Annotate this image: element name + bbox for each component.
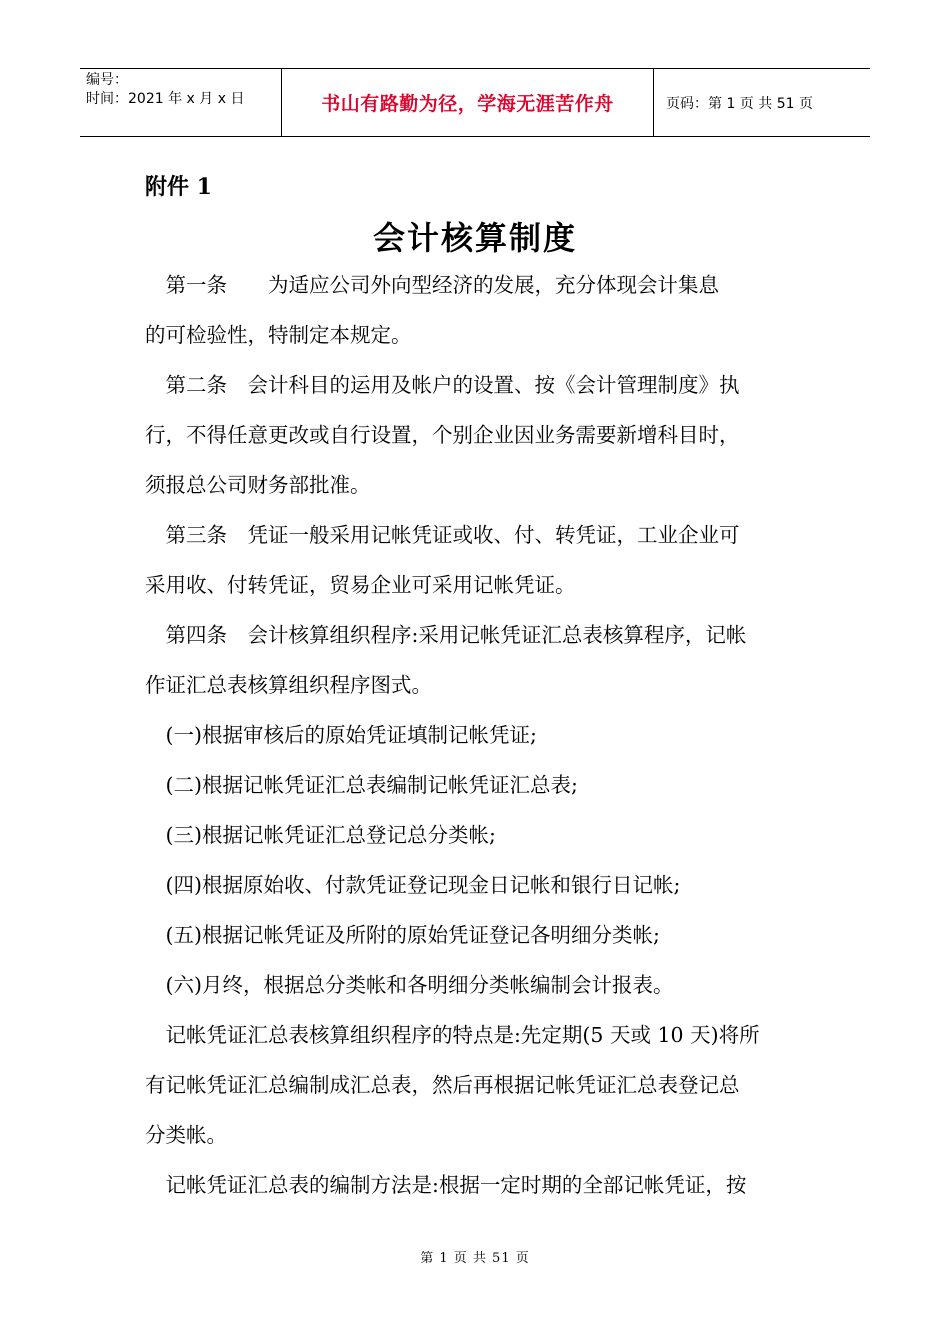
- document-date-label: 时间：2021 年 x 月 x 日: [86, 91, 245, 107]
- article-2-line-1: 第二条 会计科目的运用及帐户的设置、按《会计管理制度》执: [145, 373, 740, 397]
- procedure-item-2: (二)根据记帐凭证汇总表编制记帐凭证汇总表;: [145, 773, 578, 797]
- article-4-line-1: 第四条 会计核算组织程序:采用记帐凭证汇总表核算程序，记帐: [145, 623, 747, 647]
- feature-paragraph-line-1: 记帐凭证汇总表核算组织程序的特点是:先定期(5 天或 10 天)将所: [145, 1023, 760, 1047]
- attachment-label: 附件 1: [145, 174, 212, 200]
- header-motto-cell: [282, 69, 654, 136]
- method-paragraph-line-1: 记帐凭证汇总表的编制方法是:根据一定时期的全部记帐凭证，按: [145, 1173, 747, 1197]
- page-header: [80, 68, 870, 137]
- header-page-info: 页码：第 1 页 共 51 页: [666, 95, 813, 112]
- header-meta-cell: [80, 69, 282, 136]
- document-body: [145, 260, 810, 1210]
- feature-paragraph-line-3: 分类帐。: [145, 1123, 227, 1147]
- procedure-item-5: (五)根据记帐凭证及所附的原始凭证登记各明细分类帐;: [145, 923, 660, 947]
- article-4-line-2: 作证汇总表核算组织程序图式。: [145, 673, 432, 697]
- feature-paragraph-line-2: 有记帐凭证汇总编制成汇总表，然后再根据记帐凭证汇总表登记总: [145, 1073, 740, 1097]
- article-2-line-3: 须报总公司财务部批准。: [145, 473, 371, 497]
- procedure-item-3: (三)根据记帐凭证汇总登记总分类帐;: [145, 823, 496, 847]
- page-footer: 第 1 页 共 51 页: [420, 1251, 530, 1266]
- article-3-line-2: 采用收、付转凭证，贸易企业可采用记帐凭证。: [145, 573, 576, 597]
- article-2-line-2: 行，不得任意更改或自行设置，个别企业因业务需要新增科目时，: [145, 423, 740, 447]
- header-page-cell: [654, 69, 870, 136]
- document-number-label: 编号：: [86, 72, 128, 88]
- header-motto: 书山有路勤为径，学海无涯苦作舟: [321, 93, 614, 115]
- procedure-item-6: (六)月终，根据总分类帐和各明细分类帐编制会计报表。: [145, 973, 674, 997]
- article-1-line-2: 的可检验性，特制定本规定。: [145, 323, 412, 347]
- document-title: 会计核算制度: [372, 219, 577, 257]
- article-1-line-1: 第一条 为适应公司外向型经济的发展，充分体现会计集息: [145, 273, 719, 297]
- article-3-line-1: 第三条 凭证一般采用记帐凭证或收、付、转凭证，工业企业可: [145, 523, 740, 547]
- procedure-item-1: (一)根据审核后的原始凭证填制记帐凭证;: [145, 723, 537, 747]
- procedure-item-4: (四)根据原始收、付款凭证登记现金日记帐和银行日记帐;: [145, 873, 681, 897]
